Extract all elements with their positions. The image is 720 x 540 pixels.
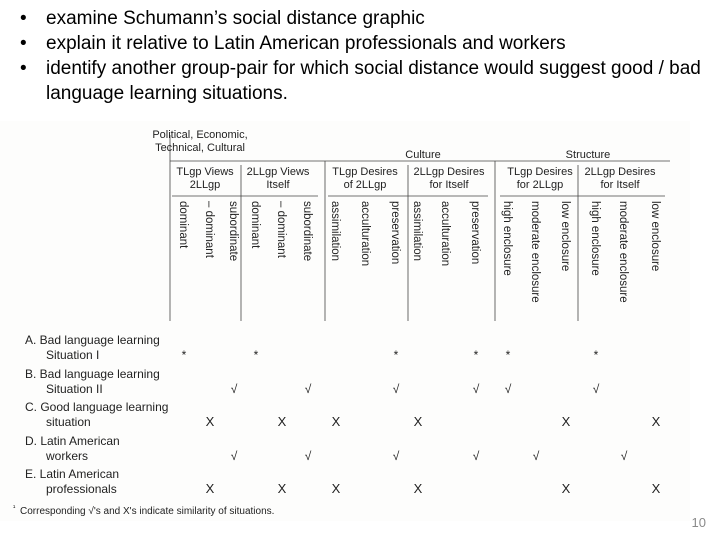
bullet-text: identify another group-pair for which social distance would suggest good / bad language learning situations. [46, 58, 701, 104]
row-label-sub: workers [46, 449, 89, 463]
bullet-item [18, 6, 708, 31]
column-header: dominant [177, 201, 189, 249]
table-mark: √ [472, 382, 480, 396]
column-header: – dominant [203, 201, 215, 258]
table-mark: X [331, 481, 341, 496]
bullet-dot-icon: • [20, 8, 27, 29]
column-header: – dominant [275, 201, 287, 258]
row-label-sub: situation [46, 415, 91, 429]
social-distance-table-image [0, 121, 690, 521]
table-mark: √ [230, 382, 238, 396]
subgroup-header-line: TLgp Views [176, 166, 234, 178]
table-mark: √ [620, 449, 628, 463]
table-mark: X [277, 481, 287, 496]
footnote-marker: ¹ [13, 505, 16, 512]
table-mark: X [651, 481, 661, 496]
table-mark: * [593, 348, 599, 362]
table-mark: X [561, 481, 571, 496]
group-header-line: Technical, Cultural [155, 142, 245, 154]
table-mark: * [393, 348, 399, 362]
subgroup-header-line: for Itself [600, 179, 640, 191]
page-number: 10 [691, 515, 706, 530]
table-mark: √ [504, 382, 512, 396]
table-mark: X [205, 481, 215, 496]
row-label: A. Bad language learning [25, 333, 160, 347]
bullet-dot-icon: • [20, 33, 27, 54]
table-mark: X [413, 414, 423, 429]
row-label: C. Good language learning [25, 400, 169, 414]
subgroup-header-line: 2LLgp Views [246, 166, 310, 178]
table-mark: * [181, 348, 187, 362]
column-header: assimilation [329, 201, 341, 262]
column-header: dominant [249, 201, 261, 249]
subgroup-header-line: of 2LLgp [343, 179, 387, 191]
bullet-text: examine Schumann’s social distance graphic [46, 8, 425, 29]
table-mark: X [205, 414, 215, 429]
subgroup-header-line: 2LLgp [189, 179, 221, 191]
group-header-line: Structure [565, 149, 611, 161]
table-mark: √ [592, 382, 600, 396]
column-header: subordinate [301, 201, 313, 262]
bullet-dot-icon: • [20, 58, 27, 79]
subgroup-header-line: for 2LLgp [516, 179, 564, 191]
table-mark: X [561, 414, 571, 429]
bullet-item [18, 31, 708, 56]
table-mark: √ [304, 382, 312, 396]
row-label-sub: professionals [46, 482, 117, 496]
table-mark: √ [304, 449, 312, 463]
column-header: preservation [389, 201, 401, 265]
bullet-text: explain it relative to Latin American professionals and workers [46, 33, 566, 54]
column-header: high enclosure [589, 201, 601, 276]
table-mark: * [505, 348, 511, 362]
subgroup-header-line: 2LLgp Desires [413, 166, 485, 178]
row-label-sub: Situation II [46, 382, 103, 396]
bullet-item [18, 56, 708, 106]
column-header: high enclosure [501, 201, 513, 276]
subgroup-header-line: Itself [266, 179, 290, 191]
column-header: preservation [469, 201, 481, 265]
table-mark: √ [472, 449, 480, 463]
column-header: subordinate [227, 201, 239, 262]
table-mark: X [651, 414, 661, 429]
group-header-line: Political, Economic, [152, 129, 248, 141]
bullet-list [18, 6, 708, 106]
group-header-line: Culture [405, 149, 441, 161]
subgroup-header-line: TLgp Desires [332, 166, 398, 178]
table-mark: √ [392, 382, 400, 396]
subgroup-header-line: 2LLgp Desires [584, 166, 656, 178]
table-mark: X [331, 414, 341, 429]
table-mark: X [277, 414, 287, 429]
subgroup-header-line: for Itself [429, 179, 469, 191]
table-mark: X [413, 481, 423, 496]
row-label: E. Latin American [25, 467, 120, 481]
row-label: B. Bad language learning [25, 367, 160, 381]
column-header: moderate enclosure [529, 201, 541, 303]
social-distance-table [0, 121, 690, 521]
table-mark: √ [230, 449, 238, 463]
column-header: acculturation [359, 201, 371, 267]
row-label: D. Latin American [25, 434, 120, 448]
column-header: low enclosure [559, 201, 571, 272]
column-header: assimilation [411, 201, 423, 262]
table-mark: √ [532, 449, 540, 463]
column-header: low enclosure [649, 201, 661, 272]
column-header: acculturation [439, 201, 451, 267]
column-header: moderate enclosure [617, 201, 629, 303]
row-label-sub: Situation I [46, 348, 100, 362]
table-mark: √ [392, 449, 400, 463]
table-mark: * [253, 348, 259, 362]
table-footnote: Corresponding √'s and X's indicate similarity of situations. [20, 506, 275, 517]
table-mark: * [473, 348, 479, 362]
subgroup-header-line: TLgp Desires [507, 166, 573, 178]
